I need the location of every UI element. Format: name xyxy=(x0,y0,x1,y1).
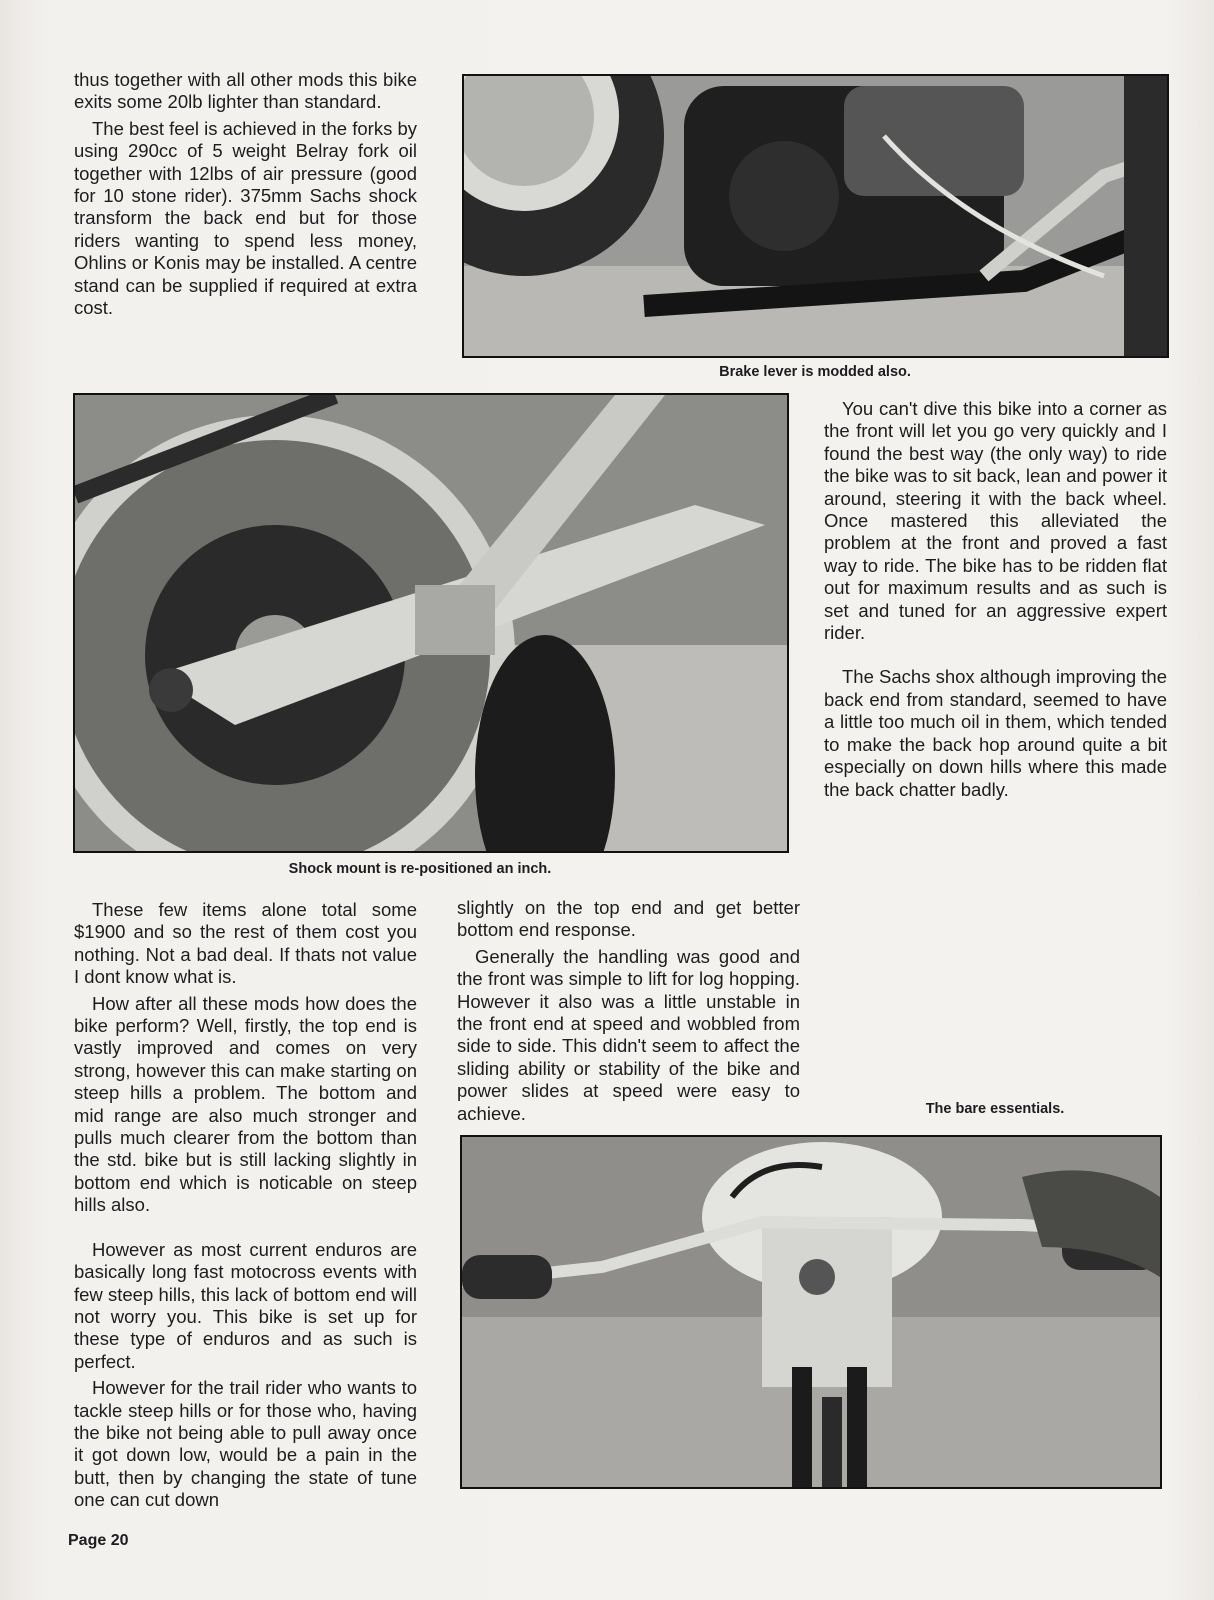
paragraph: slightly on the top end and get better bottom end response. xyxy=(457,897,800,941)
text-column-bottom-left xyxy=(74,899,417,1516)
paragraph: The best feel is achieved in the forks by using 290cc of 5 weight Belray fork oil together with 12lbs of air pressure (good for 10 stone rider). 375mm Sachs shock transform the back end but for those riders wanting to spend less money, Ohlins or Konis may be installed. A centre stand can be supplied if required at extra cost. xyxy=(74,117,417,319)
text-column-right xyxy=(824,398,1167,805)
paragraph: These few items alone total some $1900 and so the rest of them cost you nothing. Not a bad deal. If thats not value I dont know what is. xyxy=(74,899,417,988)
paragraph: Generally the handling was good and the front was simple to lift for log hopping. However it also was a little unstable in the front end at speed and wobbled from side to side. This didn't seem to affect the sliding ability or stability of the bike and power slides at speed were easy to achieve. xyxy=(457,945,800,1124)
page-number: Page 20 xyxy=(68,1532,129,1549)
brake-lever-caption: Brake lever is modded also. xyxy=(719,364,911,380)
paragraph: You can't dive this bike into a corner as the front will let you go very quickly and I found the best way (the only way) to ride the bike was to sit back, lean and power it around, steering it with the back wheel. Once mastered this alleviated the problem at the front and proved a fast way to ride. The bike has to be ridden flat out for maximum results and as such is set and tuned for an aggressive expert rider. xyxy=(824,398,1167,644)
shock-mount-caption: Shock mount is re-positioned an inch. xyxy=(288,861,552,877)
brake-lever-photo xyxy=(462,74,1169,358)
paragraph: However for the trail rider who wants to tackle steep hills or for those who, having the bike not being able to pull away once it got down low, would be a pain in the butt, then by changing the state of tune one can cut down xyxy=(74,1377,417,1511)
paragraph: How after all these mods how does the bike perform? Well, firstly, the top end is vastly improved and comes on very strong, however this can make starting on steep hills a problem. The bottom and mid range are also much stronger and pulls much clearer from the bottom than the std. bike but is still lacking slightly in bottom end which is noticable on steep hills also. xyxy=(74,992,417,1216)
bare-essentials-caption: The bare essentials. xyxy=(925,1101,1065,1117)
text-column-top-left xyxy=(74,69,417,323)
paragraph: The Sachs shox although improving the back end from standard, seemed to have a little too much oil in them, which tended to make the back hop around quite a bit especially on down hills where this made the back chatter badly. xyxy=(824,666,1167,800)
handlebar-photo xyxy=(460,1135,1162,1489)
paragraph: However as most current enduros are basically long fast motocross events with few steep hills, this lack of bottom end will not worry you. This bike is set up for these type of enduros and as such is perfect. xyxy=(74,1238,417,1372)
text-column-bottom-middle xyxy=(457,897,800,1129)
paragraph: thus together with all other mods this bike exits some 20lb lighter than standard. xyxy=(74,69,417,113)
shock-mount-photo xyxy=(73,393,789,853)
